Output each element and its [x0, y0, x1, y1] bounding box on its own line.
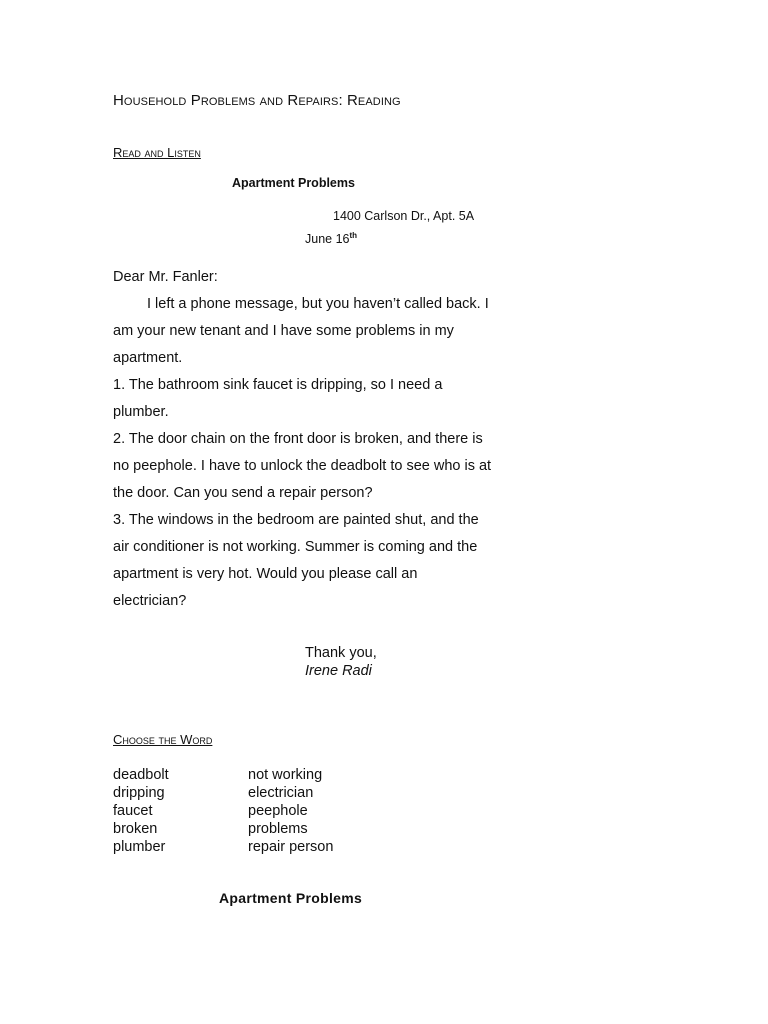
word-bank-word: problems	[248, 821, 308, 837]
letter-item-3: 3. The windows in the bedroom are painted shut, and the air conditioner is not working. Summer is coming and the apartment is very hot. Would you please call an electrician?	[113, 512, 479, 609]
word-bank-word: not working	[248, 767, 323, 783]
word-bank-word: dripping	[113, 785, 165, 801]
page-title: Household Problems and Repairs: Reading	[113, 92, 401, 109]
letter-salutation: Dear Mr. Fanler:	[113, 269, 218, 285]
section-title-apartment-problems: Apartment Problems	[219, 890, 363, 906]
word-bank-row	[113, 820, 333, 838]
letter-date-suffix: th	[349, 231, 358, 240]
word-bank-word: electrician	[248, 785, 314, 801]
letter-date	[305, 231, 357, 246]
word-bank-row	[113, 802, 333, 820]
word-bank-row	[113, 784, 333, 802]
section-heading-choose-the-word: Choose the Word	[113, 732, 213, 747]
word-bank-row	[113, 838, 333, 856]
word-bank-word: peephole	[248, 803, 308, 819]
letter-item-1: 1. The bathroom sink faucet is dripping, so I need a plumber.	[113, 377, 443, 420]
letter-date-text: June 16	[305, 232, 350, 247]
letter-address: 1400 Carlson Dr., Apt. 5A	[333, 209, 475, 223]
word-bank-row	[113, 766, 333, 784]
letter-paragraph: I left a phone message, but you haven’t called back. I am your new tenant and I have some problems in my apartment.	[113, 296, 489, 366]
letter-item-2: 2. The door chain on the front door is broken, and there is no peephole. I have to unlock the deadbolt to see who is at the door. Can you send a repair person?	[113, 431, 492, 501]
section-heading-read-and-listen: Read and Listen	[113, 145, 201, 160]
word-bank-word: plumber	[113, 839, 166, 855]
letter-body	[113, 264, 493, 615]
letter-signature: Irene Radi	[305, 663, 372, 679]
word-bank	[113, 766, 333, 856]
word-bank-word: repair person	[248, 839, 334, 855]
letter-closing-block	[305, 644, 377, 680]
word-bank-word: deadbolt	[113, 767, 169, 783]
letter-closing: Thank you,	[305, 645, 377, 661]
letter-title: Apartment Problems	[232, 176, 355, 190]
word-bank-word: faucet	[113, 803, 153, 819]
word-bank-word: broken	[113, 821, 158, 837]
